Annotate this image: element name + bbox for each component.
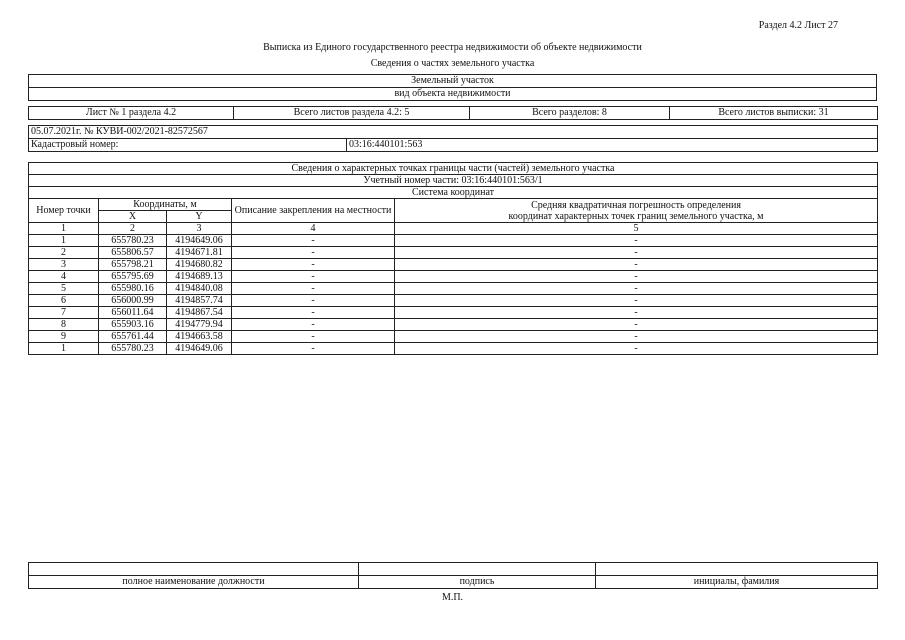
fixing-description: -: [232, 259, 395, 271]
boundary-points-table: [28, 162, 878, 355]
coord-y: 4194867.54: [167, 307, 232, 319]
total-sheets-section: Всего листов раздела 4.2: 5: [234, 107, 470, 120]
mean-square-error: -: [395, 319, 878, 331]
mean-square-error: -: [395, 295, 878, 307]
coord-y: 4194779.94: [167, 319, 232, 331]
col-error: [395, 199, 878, 223]
object-kind-label: вид объекта недвижимости: [29, 88, 877, 101]
total-sheets-extract: Всего листов выписки: 31: [670, 107, 878, 120]
col-number-5: 5: [395, 223, 878, 235]
col-error-line-1: Средняя квадратичная погрешность определения: [531, 199, 741, 211]
points-table-title: Сведения о характерных точках границы части (частей) земельного участка: [29, 163, 878, 175]
document-title: Выписка из Единого государственного реестра недвижимости об объекте недвижимости: [263, 42, 642, 53]
fixing-description: -: [232, 319, 395, 331]
part-number: Учетный номер части: 03:16:440101:563/1: [29, 175, 878, 187]
table-row: [29, 295, 878, 307]
coord-x: 656000.99: [99, 295, 167, 307]
col-coordinates: Координаты, м: [99, 199, 232, 211]
coord-x: 655795.69: [99, 271, 167, 283]
name-label: инициалы, фамилия: [596, 576, 878, 589]
table-row: [29, 271, 878, 283]
col-number-1: 1: [29, 223, 99, 235]
signature-table: [28, 562, 878, 589]
coord-x: 655980.16: [99, 283, 167, 295]
point-number: 8: [29, 319, 99, 331]
cadastral-label: Кадастровый номер:: [29, 139, 347, 152]
coord-x: 655798.21: [99, 259, 167, 271]
object-type-table: [28, 74, 877, 101]
total-sections: Всего разделов: 8: [470, 107, 670, 120]
fixing-description: -: [232, 331, 395, 343]
fixing-description: -: [232, 307, 395, 319]
fixing-description: -: [232, 271, 395, 283]
point-number: 6: [29, 295, 99, 307]
position-label: полное наименование должности: [29, 576, 359, 589]
point-number: 7: [29, 307, 99, 319]
registration-date-number: 05.07.2021г. № КУВИ-002/2021-82572567: [29, 126, 878, 139]
object-name: Земельный участок: [29, 75, 877, 88]
coord-y: 4194649.06: [167, 235, 232, 247]
coord-y: 4194689.13: [167, 271, 232, 283]
col-error-line-2: координат характерных точек границ земельного участка, м: [508, 210, 764, 222]
coord-y: 4194680.82: [167, 259, 232, 271]
point-number: 2: [29, 247, 99, 259]
mean-square-error: -: [395, 259, 878, 271]
signature-field[interactable]: [359, 563, 596, 576]
coord-x: 655780.23: [99, 343, 167, 355]
point-number: 1: [29, 343, 99, 355]
sheet-info-table: [28, 106, 878, 120]
document-subtitle: Сведения о частях земельного участка: [370, 58, 535, 69]
fixing-description: -: [232, 235, 395, 247]
position-field[interactable]: [29, 563, 359, 576]
point-number: 3: [29, 259, 99, 271]
section-reference: Раздел 4.2 Лист 27: [758, 20, 838, 31]
point-number: 4: [29, 271, 99, 283]
cadastral-number: 03:16:440101:563: [347, 139, 878, 152]
stamp-place: М.П.: [441, 592, 464, 603]
col-point-number: Номер точки: [29, 199, 99, 223]
table-row: [29, 247, 878, 259]
coord-y: 4194671.81: [167, 247, 232, 259]
mean-square-error: -: [395, 247, 878, 259]
name-field[interactable]: [596, 563, 878, 576]
coord-y: 4194857.74: [167, 295, 232, 307]
mean-square-error: -: [395, 331, 878, 343]
table-row: [29, 307, 878, 319]
fixing-description: -: [232, 247, 395, 259]
table-row: [29, 259, 878, 271]
fixing-description: -: [232, 295, 395, 307]
table-row: [29, 235, 878, 247]
col-number-3: 3: [167, 223, 232, 235]
mean-square-error: -: [395, 307, 878, 319]
col-x: X: [99, 211, 167, 223]
mean-square-error: -: [395, 235, 878, 247]
col-y: Y: [167, 211, 232, 223]
sheet-number: Лист № 1 раздела 4.2: [29, 107, 234, 120]
fixing-description: -: [232, 343, 395, 355]
table-row: [29, 319, 878, 331]
coord-x: 655806.57: [99, 247, 167, 259]
coord-x: 655761.44: [99, 331, 167, 343]
coord-x: 656011.64: [99, 307, 167, 319]
table-row: [29, 283, 878, 295]
fixing-description: -: [232, 283, 395, 295]
coordinate-system: Система координат: [29, 187, 878, 199]
col-number-2: 2: [99, 223, 167, 235]
mean-square-error: -: [395, 283, 878, 295]
table-row: [29, 331, 878, 343]
mean-square-error: -: [395, 343, 878, 355]
coord-y: 4194663.58: [167, 331, 232, 343]
table-row: [29, 343, 878, 355]
registration-table: [28, 125, 878, 152]
coord-x: 655903.16: [99, 319, 167, 331]
coord-x: 655780.23: [99, 235, 167, 247]
col-description: Описание закрепления на местности: [232, 199, 395, 223]
signature-label: подпись: [359, 576, 596, 589]
point-number: 5: [29, 283, 99, 295]
point-number: 9: [29, 331, 99, 343]
col-number-4: 4: [232, 223, 395, 235]
mean-square-error: -: [395, 271, 878, 283]
coord-y: 4194649.06: [167, 343, 232, 355]
point-number: 1: [29, 235, 99, 247]
coord-y: 4194840.08: [167, 283, 232, 295]
